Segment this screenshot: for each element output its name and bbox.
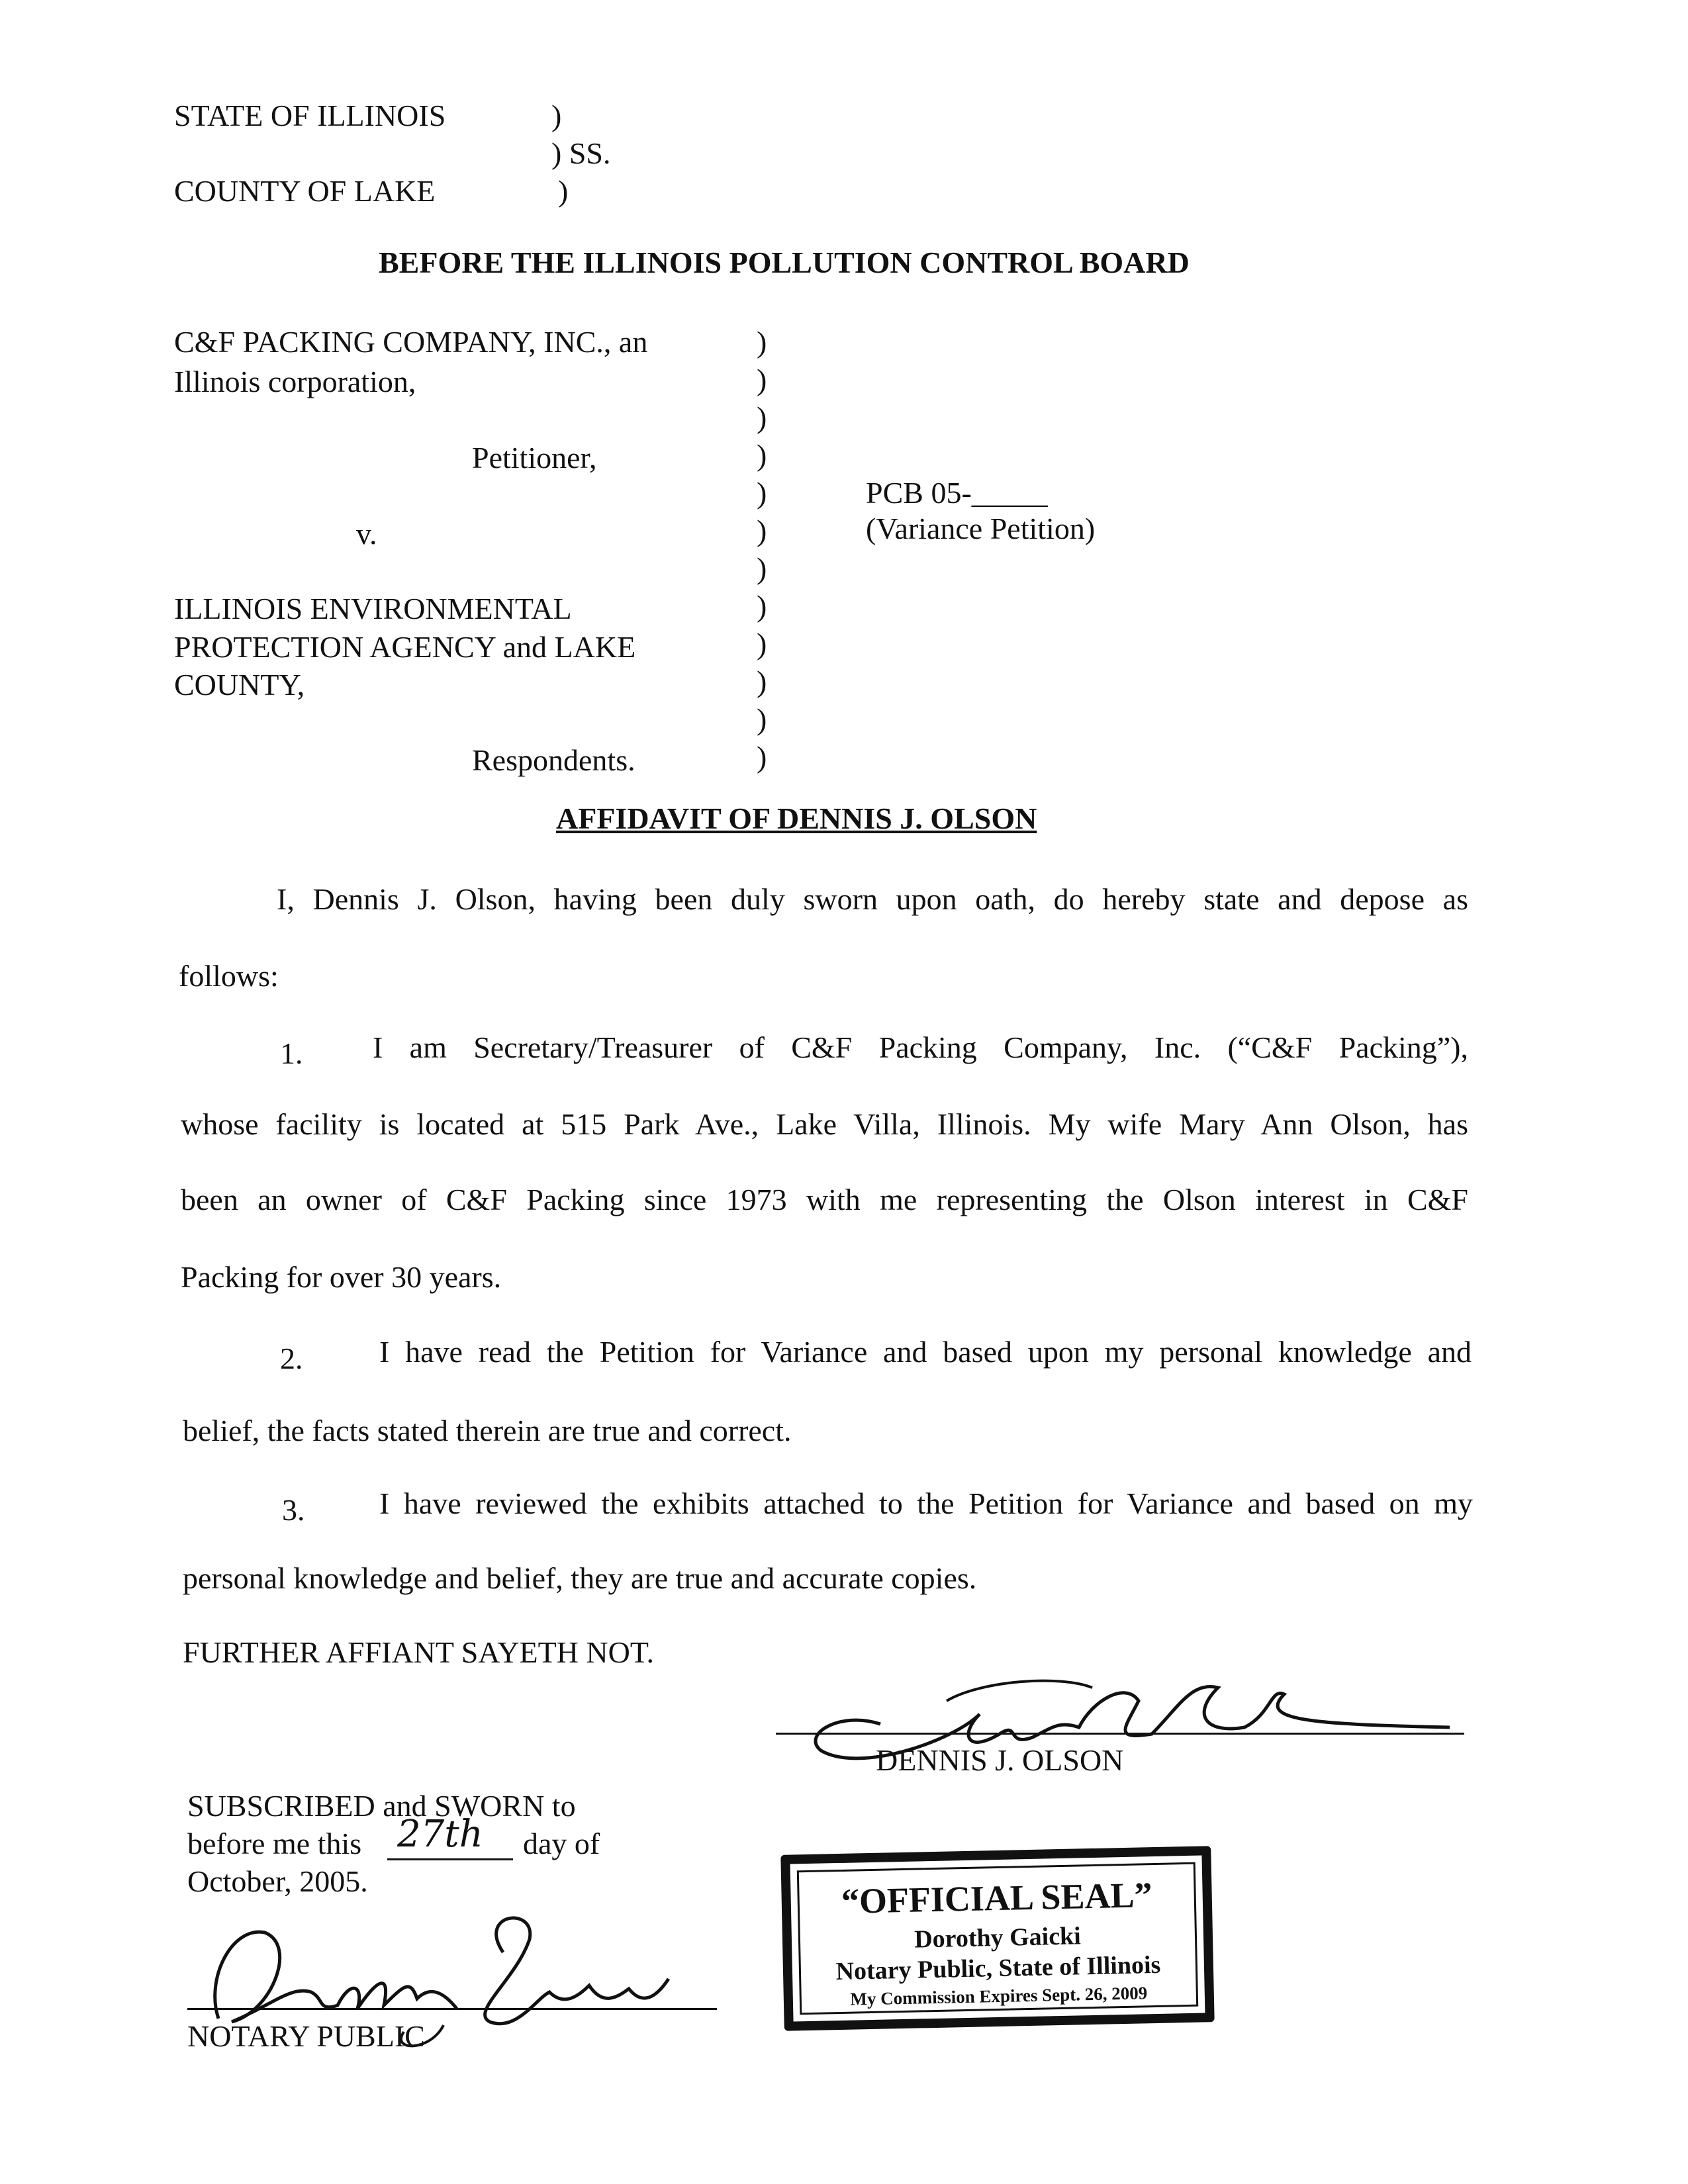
intro-line-2: follows: xyxy=(179,959,279,993)
paragraph-3-line-2: personal knowledge and belief, they are true and accurate copies. xyxy=(183,1561,977,1595)
jurat-line-3: October, 2005. xyxy=(187,1864,368,1898)
caption-paren: ) xyxy=(757,627,767,660)
notary-label: NOTARY PUBLIC xyxy=(187,2019,425,2053)
paragraph-1-line-3: been an owner of C&F Packing since 1973 with me representing the Olson interest in C&F xyxy=(181,1183,1468,1216)
case-number: PCB 05-_____ xyxy=(866,476,1048,510)
venue-paren-3: ) xyxy=(558,174,569,208)
caption-paren: ) xyxy=(757,664,767,698)
paragraph-number: 1. xyxy=(280,1036,303,1070)
paragraph-2-line-1: I have read the Petition for Variance and based upon my personal knowledge and xyxy=(379,1335,1472,1369)
venue-state: STATE OF ILLINOIS xyxy=(174,99,446,132)
respondent-line-1: ILLINOIS ENVIRONMENTAL xyxy=(174,592,572,625)
caption-paren: ) xyxy=(757,589,767,623)
caption-paren: ) xyxy=(757,325,767,359)
versus: v. xyxy=(356,517,377,551)
intro-line-1: I, Dennis J. Olson, having been duly sworn upon oath, do hereby state and depose as xyxy=(277,882,1468,916)
caption-paren: ) xyxy=(757,702,767,736)
respondent-line-2: PROTECTION AGENCY and LAKE xyxy=(174,630,636,664)
petitioner-role: Petitioner, xyxy=(472,441,597,475)
caption-paren: ) xyxy=(757,400,767,434)
closing-statement: FURTHER AFFIANT SAYETH NOT. xyxy=(183,1635,655,1669)
notary-signature-line xyxy=(187,2008,717,2010)
paragraph-number: 2. xyxy=(280,1342,303,1375)
caption-paren: ) xyxy=(757,551,767,585)
petitioner-line-2: Illinois corporation, xyxy=(174,365,416,398)
jurat-line-2-post: day of xyxy=(523,1827,600,1860)
paragraph-2-line-2: belief, the facts stated therein are true and correct. xyxy=(183,1414,792,1447)
venue-ss: ) SS. xyxy=(551,136,611,170)
jurat-line-2-pre: before me this xyxy=(187,1827,362,1860)
jurat-line-1: SUBSCRIBED and SWORN to xyxy=(187,1789,576,1823)
affiant-signature-line xyxy=(776,1733,1464,1735)
jurat-day-handwritten: 27th xyxy=(397,1813,483,1856)
paragraph-1-line-2: whose facility is located at 515 Park Ave., Lake Villa, Illinois. My wife Mary Ann Olson, has xyxy=(181,1107,1468,1141)
venue-paren-1: ) xyxy=(551,99,562,132)
paragraph-3-line-1: I have reviewed the exhibits attached to the Petition for Variance and based on my xyxy=(379,1486,1473,1520)
seal-commission-line: My Commission Expires Sept. 26, 2009 xyxy=(850,1983,1148,2009)
venue-county: COUNTY OF LAKE xyxy=(174,174,436,208)
case-type: (Variance Petition) xyxy=(866,512,1096,545)
affiant-name: DENNIS J. OLSON xyxy=(876,1743,1124,1777)
paragraph-number: 3. xyxy=(282,1493,305,1527)
paragraph-1-line-1: I am Secretary/Treasurer of C&F Packing Company, Inc. (“C&F Packing”), xyxy=(373,1030,1468,1064)
respondent-role: Respondents. xyxy=(472,743,635,777)
caption-paren: ) xyxy=(757,438,767,472)
affidavit-title: AFFIDAVIT OF DENNIS J. OLSON xyxy=(556,801,1037,835)
respondent-line-3: COUNTY, xyxy=(174,668,305,702)
seal-notary-line: Notary Public, State of Illinois xyxy=(835,1950,1161,1986)
seal-title: “OFFICIAL SEAL” xyxy=(841,1875,1153,1921)
caption-paren: ) xyxy=(757,363,767,396)
official-seal-stamp xyxy=(780,1846,1214,2031)
paragraph-1-line-4: Packing for over 30 years. xyxy=(181,1260,502,1294)
jurat-day-line xyxy=(387,1858,513,1860)
caption-paren: ) xyxy=(757,740,767,774)
petitioner-line-1: C&F PACKING COMPANY, INC., an xyxy=(174,325,648,359)
board-title: BEFORE THE ILLINOIS POLLUTION CONTROL BOARD xyxy=(379,246,1190,279)
seal-name: Dorothy Gaicki xyxy=(914,1922,1082,1954)
caption-paren: ) xyxy=(757,476,767,510)
caption-paren: ) xyxy=(757,514,767,547)
